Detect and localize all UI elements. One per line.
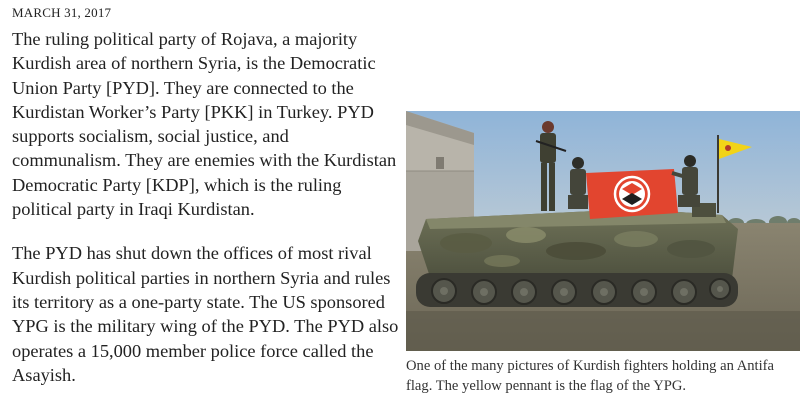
article-date: MARCH 31, 2017 — [12, 5, 112, 20]
photo-figure — [406, 111, 800, 396]
paragraph-1: The ruling political party of Rojava, a majority Kurdish area of northern Syria, is the Democratic Union Party [PYD]. They are connected to the Kurdistan Worker’s Party [PKK] in Turkey. PYD supports socialism, social justice, and communalism. They are enemies with the Kurdistan Democratic Party [KDP], which is the ruling political party in Iraqi Kurdistan. — [12, 29, 397, 220]
photo-kurdish-fighters-on-tank — [406, 111, 800, 351]
armored-vehicle — [416, 203, 738, 307]
photo-caption: One of the many pictures of Kurdish fighters holding an Antifa flag. The yellow pennant is the flag of the YPG. — [406, 358, 775, 394]
article-body — [12, 27, 400, 407]
antifa-flag — [586, 169, 678, 219]
paragraph-2: The PYD has shut down the offices of most rival Kurdish political parties in northern Syria and rules its territory as a one-party state. The US sponsored YPG is the military wing of the PYD. The PYD also operates a 15,000 member police force called the Asayish. — [12, 243, 399, 385]
